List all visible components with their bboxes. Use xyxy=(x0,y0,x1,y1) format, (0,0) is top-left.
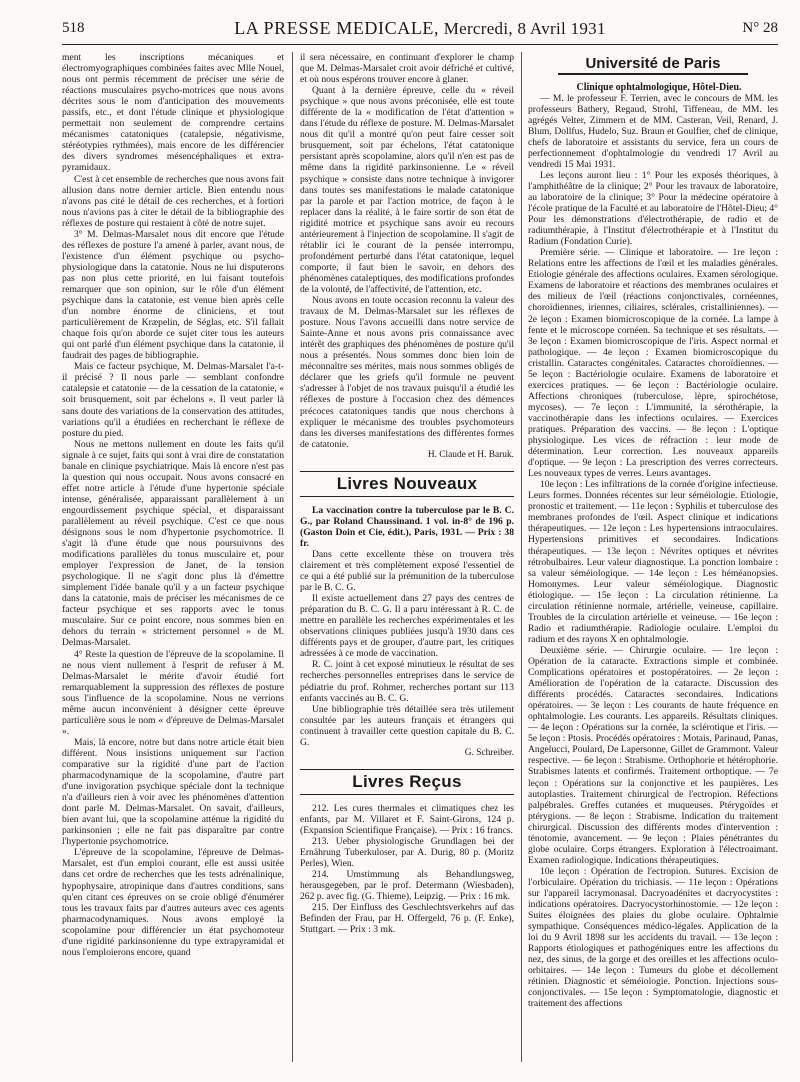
paragraph: Mais ce facteur psychique, M. Delmas-Marsalet l'a-t-il précisé ? Il nous parle — semblant confondre catalepsie et catatonie — de la cessation de la catatonie, « soit brusquement, soit par échelons ». Il veut parler là sans doute des variations de la conservation des attitudes, variations qu'il a étudiées en recherchant le réflexe de posture du pied. xyxy=(62,361,284,439)
paragraph: ment les inscriptions mécaniques et électromyographiques combinées faites avec Mlle Nouel, nous ont permis récemment de préciser une série de réactions musculaires psycho-motrices que nous avons décrites sous le nom d'anticipation des mouvements passifs, etc., et dont l'étude clinique et physiologique permettait non seulement de comprendre certains mécanismes catatoniques (catalepsie, négativisme, stéréotypies rythmées), mais encore de les différencier des divers syndromes mésencéphaliques et extra-pyramidaux. xyxy=(62,52,284,174)
paragraph: 10e leçon : Opération de l'ectropion. Sutures. Excision de l'orbiculaire. Opération du trichiasis. — 11e leçon : Opérations sur l'appareil lacrymonasal. Dacryoadénites et dacryocystites : indications opératoires. Dacryocystorhinostomie. — 12e leçon : Suites éloignées des plaies du globe oculaire. Ophtalmie sympathique. Conséquences médico-légales. Application de la loi du 9 Avril 1898 sur les accidents du travail. — 13e leçon : Rapports étiologiques et pathogéniques entre les affections du nez, des sinus, de la gorge et des oreilles et les affections oculo-orbitaires. — 14e leçon : Tumeurs du globe et décollement rétinien. Diagnostic et séméiologie. Ponction. Injections sous-conjonctivales. — 15e leçon : Symptomatologie, diagnostic et traitement des affections xyxy=(528,865,778,1010)
page-number: 518 xyxy=(62,20,85,36)
book-review-title: La vaccination contre la tuberculose par le B. C. G., par Roland Chaussinand. 1 vol. in-8° de 196 p. (Gaston Doin et Cie, édit.), Paris, 1931. — Prix : 38 fr. xyxy=(300,504,514,549)
article-signature: H. Claude et H. Baruk. xyxy=(427,449,514,460)
column-middle xyxy=(300,52,514,1064)
paragraph: 4° Reste la question de l'épreuve de la scopolamine. Il ne nous vient nullement à l'esprit de refuser à M. Delmas-Marsalet le mérite d'avoir étudié fort remarquablement la suppression des réflexes de posture sous l'influence de la scopolamine. Nous ne verrions même aucun inconvénient à désigner cette épreuve particulière sous le nom « d'épreuve de Delmas-Marsalet ». xyxy=(62,648,284,737)
paragraph: Quant à la dernière épreuve, celle du « réveil psychique » que nous avons préconisée, elle est toute différente de la « modification de l'état d'attention » dans l'étude du réflexe de posture. M. Delmas-Marsalet nous dit qu'il a montré qu'on peut faire cesser soit brusquement, soit par échelons, l'état catatonique persistant après scopolamine, alors qu'il n'en est pas de même dans la rigidité parkinsonienne. Le « réveil psychique » consiste dans notre technique à invigorer dans toutes ses manifestations le malade catatonique par la parole et par l'action motrice, de façon à le replacer dans la réalité, à le faire sortir de son état de rigidité motrice et psychique sans avoir eu recours antérieurement à l'injection de scopolamine. Il s'agit de rétablir ici le courant de la pensée interrompu, profondément perturbé dans l'état catatonique, lequel comporte, il faut bien le savoir, en dehors des phénomènes cataleptiques, des modifications profondes de la volonté, de l'affectivité, de l'attention, etc. xyxy=(300,85,514,295)
review-signature: G. Schreiber. xyxy=(464,747,514,758)
paragraph: Mais, là encore, notre but dans notre article était bien différent. Nous insistions uniquement sur l'action comparative sur la rigidité d'une part de l'action pharmacodynamique de la scopolamine, d'autre part d'une invigoration psychique spéciale dont la technique n'a d'ailleurs rien à voir avec les phénomènes d'attention dont parle M. Delmas-Marsalet. On savait, d'ailleurs, bien avant lui, que la scopolamine atténue la rigidité du parkinsonien ; elle ne fait pas disparaître par contre l'hypertonie psychomotrice. xyxy=(62,736,284,848)
paragraph: Nous ne mettons nullement en doute les faits qu'il signale à ce sujet, faits qui sont à vrai dire de constatation banale en clinique psychiatrique. Mais là encore n'est pas la question qui nous occupait. Nous avons consacré en effet notre article à l'étude d'une hypertonie spéciale intense, généralisée, apparaissant parallèlement à un engourdissement psychique spécial, et disparaissant parallèlement au réveil psychique. C'est ce que nous désignons sous le nom d'hypertonie psychomotrice. Il s'agit là d'une étude que nous poursuivons des modifications parallèles du tonus musculaire et, pour employer l'expression de Janet, de la tension psychologique. Il ne s'agit donc plus là d'émettre simplement l'idée banale qu'il y a un facteur psychique dans la catatonie, mais de préciser les mécanismes de ce facteur psychique et ses rapports avec le tonus musculaire. Sur ce point encore, nous sommes bien en dehors du terrain « strictement personnel » de M. Delmas-Marsalet. xyxy=(62,438,284,649)
paragraph: Il existe actuellement dans 27 pays des centres de préparation du B. C. G. Il a paru intéressant à R. C. de mettre en parallèle les recherches expérimentales et les observations cliniques publiées jusqu'à 1930 dans ces différents pays et de grouper, d'autre part, les critiques adressées à ce mode de vaccination. xyxy=(300,593,514,660)
university-heading: Université de Paris xyxy=(585,55,721,72)
paragraph: — M. le professeur F. Terrien, avec le concours de MM. les professeurs Bathery, Regaud, Strohl, Tiffeneau, de MM. les agrégés Velter, Zimmern et de MM. Casteran, Veil, Renard, J. Blum, Dollfus, Hudelo, Suz. Braun et Goulfier, chef de clinique, chefs de laboratoire et assistants du service, fera un cours de perfectionnement d'ophtalmologie du vendredi 17 Avril au vendredi 15 Mai 1931. xyxy=(528,92,778,170)
journal-title-line xyxy=(62,18,778,39)
paragraph: L'épreuve de la scopolamine, l'épreuve de Delmas-Marsalet, est d'un emploi courant, elle est aussi usitée dans cet ordre de recherches que les tests adrénalinique, hypophysaire, atropinique dans d'autres conditions, sans qu'en citant ces épreuves on se croie obligé d'énumérer tous les travaux faits par d'autres auteurs avec ces agents pharmacodynamiques. Nous avons employé la scopolamine pour différencier un état psychomoteur d'une rigidité parkinsonienne du type extrapyramidal et nous l'emploierons encore, quand xyxy=(62,847,284,958)
paragraph: il sera nécessaire, en continuant d'explorer le champ que M. Delmas-Marsalet croit avoir défriché et cultivé, et où nous espérons trouver encore à glaner. xyxy=(300,52,514,86)
header-rule xyxy=(62,44,778,45)
paragraph: Une bibliographie très détaillée sera très utilement consultée par les auteurs français et étrangers qui continuent à travailler cette question capitale du B. C. G. xyxy=(300,703,514,748)
paragraph: Deuxième série. — Chirurgie oculaire. — 1re leçon : Opération de la cataracte. Extractions simple et combinée. Complications opératoires et postopératoires. — 2e leçon : Amélioration de l'opération de la cataracte. Discussion des différents procédés. Cataractes secondaires. Indications opératoires. — 3e leçon : Les courants de haute fréquence en ophtalmologie. Les courants. Les appareils. Résultats cliniques. — 4e leçon : Opérations sur la cornée, la sclérotique et l'iris. — 5e leçon : Ptosis. Procédés opératoires : Motais, Parinaud, Panas, Angelucci, Poulard, De Lapersonne, Gillet de Grammont. Valeur respective. — 6e leçon : Strabisme. Orthophorie et hétérophorie. Strabismes latents et confirmés. Traitement orthoptique. — 7e leçon : Opérations sur la conjonctive et les paupières. Les autoplasties. Traitement chirurgical de l'ectropion. Réfections palpébrales. Greffes cutanées et muqueuses. Ptérygoïdes et ptérygions. — 8e leçon : Strabisme. Indication du traitement chirurgical. Discussion des différents modes d'intervention : ténotomie, avancement. — 9e leçon : Plaies pénétrantes du globe oculaire. Corps étrangers. Exploration à l'électroaimant. Examen radiologique. Indications thérapeutiques. xyxy=(528,644,778,866)
column-right xyxy=(528,52,778,1064)
issue-number: N° 28 xyxy=(742,20,778,36)
column-divider xyxy=(292,52,293,1062)
paragraph: 10e leçon : Les infiltrations de la cornée d'origine infectieuse. Leurs formes. Données récentes sur leur séméiologie. Etiologie, pronostic et traitement. — 11e leçon : Syphilis et tuberculose des membranes profondes de l'œil. Aspect clinique et indications thérapeutiques. — 12e leçon : Les hypertensions intraoculaires. Hypertensions primitives et secondaires. Indications thérapeutiques. — 13e leçon : Névrites optiques et névrites rétrobulbaires. Leur valeur diagnostique. La ponction lombaire : sa valeur séméiologique. — 14e leçon : Les héméanopsies. Homonymes. Leur valeur séméiologique. Diagnostic étiologique. — 15e leçon : La circulation rétinienne. La circulation rétinienne normale, artérielle, veineuse, capillaire. Troubles de la circulation artérielle et veineuse. — 16e leçon : Radio et radiumthérapie. Radiologie oculaire. L'emploi du radium et des rayons X en ophtalmologie. xyxy=(528,479,778,645)
paragraph: Première série. — Clinique et laboratoire. — 1re leçon : Relations entre les affections de l'œil et les maladies générales. Etiologie générale des affections oculaires. Examen sérologique. Examens de laboratoire et réactions des membranes oculaires et des milieux de l'œil (réactions conjonctivales, cornéennes, choroïdiennes, iriennes, ciliaires, sclérales, cristalliniennes). — 2e leçon : Examen biomicroscopique de la cornée. La lampe à fente et le microscope cornéen. Sa technique et ses résultats. — 3e leçon : Examen biomicroscopique de l'iris. Aspect normal et pathologique. — 4e leçon : Examen biomicroscopique du cristallin. Cataractes congénitales. Cataractes choroïdiennes. — 5e leçon : Bactériologie oculaire. Examens de laboratoire et exercices pratiques. — 6e leçon : Bactériologie oculaire. Affections chroniques (tuberculose, lèpre, spirochétose, mycoses). — 7e leçon : L'immunité, la sérothérapie, la vaccinothérapie dans les infections oculaires. — Exercices pratiques. Préparation des vaccins. — 8e leçon : L'optique physiologique. Les vices de réfraction : leur mode de détermination. Leur correction. Les nouveaux appareils d'optique. — 9e leçon : La prescription des verres correcteurs. Les nouveaux types de verres. Leurs avantages. xyxy=(528,247,778,480)
paragraph: Les leçons auront lieu : 1° Pour les exposés théoriques, à l'amphithéâtre de la clinique; 2° Pour les travaux de laboratoire, au laboratoire de la clinique; 3° Pour la médecine opératoire à l'école pratique de la Faculté et au laboratoire de l'Hôtel-Dieu; 4° Pour les démonstrations d'électrothérapie, de radio et de radiumthérapie, à l'Institut d'électrothérapie et à l'Institut du Radium (Fondation Curie). xyxy=(528,169,778,248)
livres-nouveaux-header xyxy=(300,471,514,497)
clinic-subheading: Clinique ophtalmologique, Hôtel-Dieu. xyxy=(576,81,742,93)
paragraph: 3° M. Delmas-Marsalet nous dit encore que l'étude des réflexes de posture l'a amené à parler, avant nous, de l'existence d'un élément psychique ou psycho-physiologique dans la catatonie. Nous ne lui disputerons pas non plus cette priorité, en lui faisant toutefois remarquer que son opinion, sur le rôle d'un élément psychique dans la catatonie, est venue bien après celle d'un nombre énorme de cliniciens, et tout particulièrement de Kræpelin, de Séglas, etc. S'il fallait chaque fois qu'on aborde ce sujet citer tous les auteurs qui ont parlé d'un élément psychique dans la catatonie, il faudrait des pages de bibliographie. xyxy=(62,228,284,362)
column-divider xyxy=(521,52,522,1062)
journal-title: LA PRESSE MEDICALE, xyxy=(234,18,440,38)
issue-date: Mercredi, 8 Avril 1931 xyxy=(443,19,606,38)
book-list-item: 212. Les cures thermales et climatiques chez les enfants, par M. Villaret et F. Saint-Girons, 124 p. (Expansion Scientifique Française). — Prix : 16 francs. xyxy=(300,802,514,836)
page-header xyxy=(62,18,778,42)
heading-rule xyxy=(558,73,748,75)
paragraph: R. C. joint à cet exposé minutieux le résultat de ses recherches personnelles entreprises dans le service de pédiatrie du prof. Rohmer, recherches portant sur 113 enfants vaccinés au B. C. G. xyxy=(300,659,514,704)
column-left xyxy=(62,52,284,1064)
book-list-item: 214. Umstimmung als Behandlungsweg, herausgegeben, par le prof. Determann (Wiesbaden), 262 p. avec fig. (G. Thieme), Leipzig. — Prix : 16 mk. xyxy=(300,869,514,903)
section-title: Livres Reçus xyxy=(352,771,462,791)
livres-recus-header xyxy=(300,769,514,795)
book-list-item: 213. Ueber physiologische Grundlagen bei der Ernährung Tuberkuloser, par A. Durig, 80 p. (Moritz Perles), Wien. xyxy=(300,836,514,870)
book-list-item: 215. Der Einfluss des Geschlechtsverkehrs auf das Befinden der Frau, par H. Offergeld, 76 p. (F. Enke), Stuttgart. — Prix : 3 mk. xyxy=(300,902,514,936)
paragraph: Dans cette excellente thèse on trouvera très clairement et très complètement exposé l'essentiel de ce qui a été publié sur la prémunition de la tuberculose par le B. C. G. xyxy=(300,548,514,594)
section-title: Livres Nouveaux xyxy=(336,473,478,493)
paragraph: C'est à cet ensemble de recherches que nous avons fait allusion dans notre dernier article. Bien entendu nous n'avons pas cité le détail de ces recherches, et à fortiori nous n'avions pas à citer le détail de la bibliographie des réflexes de posture qui restaient à côté de notre sujet. xyxy=(62,173,284,229)
paragraph: Nous avons en toute occasion reconnu la valeur des travaux de M. Delmas-Marsalet sur les réflexes de posture. Nous l'avons accueilli dans notre service de Sainte-Anne et nous avons pris connaissance avec intérêt des graphiques des phénomènes de posture qu'il nous a présentés. Nous sommes donc bien loin de méconnaître ses mérites, mais nous sommes obligés de déclarer que les griefs qu'il formule ne peuvent s'adresser à l'objet de nos travaux puisqu'il a étudié les réflexes de posture à l'occasion chez des démences précoces catatoniques tandis que nous cherchons à expliquer le mécanisme des troubles psychomoteurs dans les diverses manifestations des différentes formes de catatonie. xyxy=(300,295,514,450)
